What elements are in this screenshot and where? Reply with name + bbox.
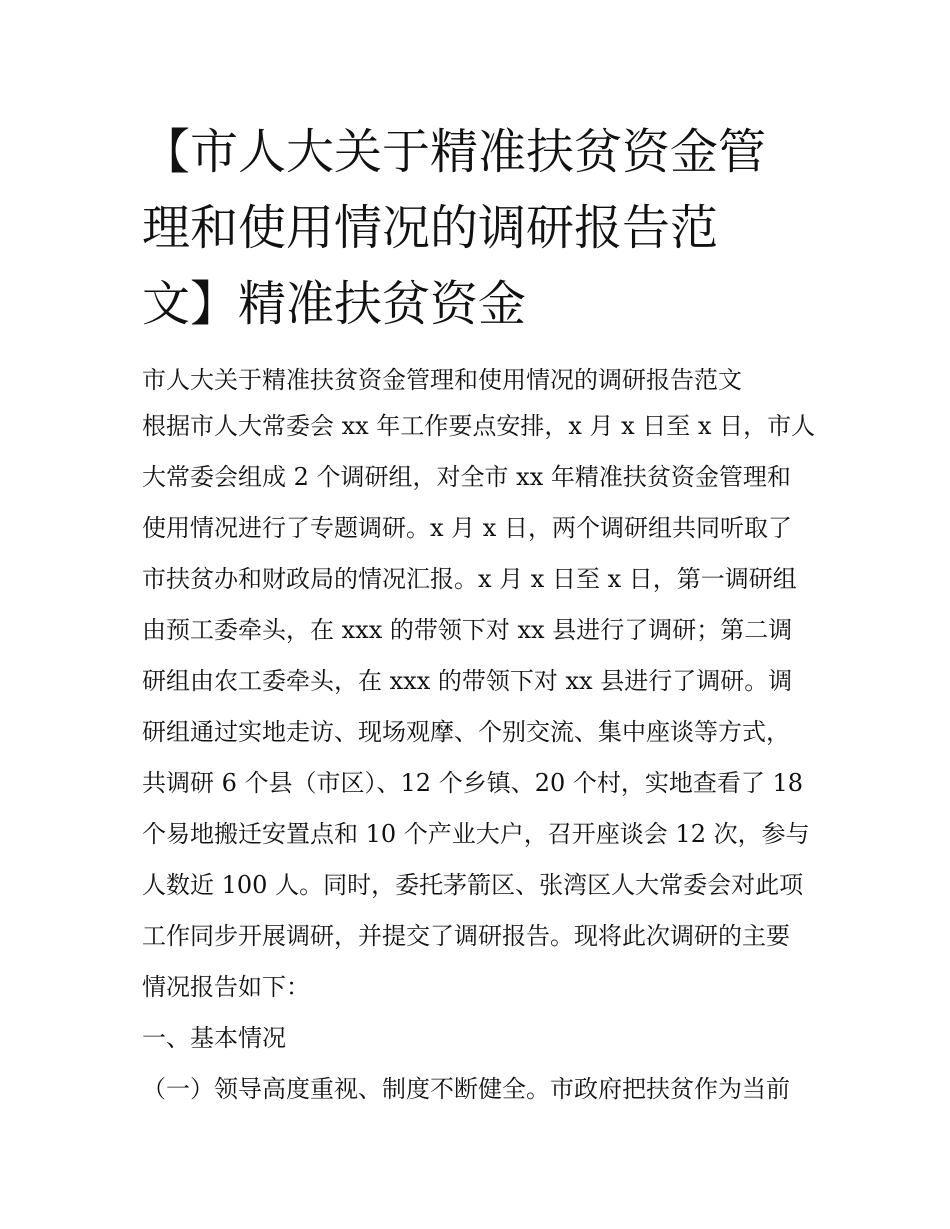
title-line: 文】精准扶贫资金 (142, 276, 527, 332)
body-line: 根据市人大常委会 xx 年工作要点安排，x 月 x 日至 x 日，市人 (142, 412, 816, 440)
body-line: 情况报告如下： (142, 973, 310, 1001)
body-line: 研组由农工委牵头，在 xxx 的带领下对 xx 县进行了调研。调 (142, 667, 793, 695)
body-line: 个易地搬迁安置点和 10 个产业大户，召开座谈会 12 次，参与 (142, 820, 810, 848)
section-heading: 一、基本情况 (142, 1024, 286, 1052)
body-line: 工作同步开展调研，并提交了调研报告。现将此次调研的主要 (142, 922, 790, 950)
title-line: 【市人大关于精准扶贫资金管 (142, 124, 767, 180)
title-line: 理和使用情况的调研报告范 (142, 200, 719, 256)
body-line: 共调研 6 个县（市区）、12 个乡镇、20 个村，实地查看了 18 (142, 769, 804, 797)
body-line: 人数近 100 人。同时，委托茅箭区、张湾区人大常委会对此项 (142, 871, 804, 899)
body-line: 使用情况进行了专题调研。x 月 x 日，两个调研组共同听取了 (142, 514, 792, 542)
subsection-line: （一）领导高度重视、制度不断健全。市政府把扶贫作为当前 (142, 1075, 790, 1103)
body-line: 由预工委牵头，在 xxx 的带领下对 xx 县进行了调研；第二调 (142, 616, 793, 644)
body-line: 大常委会组成 2 个调研组，对全市 xx 年精准扶贫资金管理和 (142, 463, 791, 491)
body-subtitle-line: 市人大关于精准扶贫资金管理和使用情况的调研报告范文 (142, 366, 742, 394)
body-line: 研组通过实地走访、现场观摩、个别交流、集中座谈等方式， (142, 718, 790, 746)
document-body (142, 355, 822, 1115)
body-line: 市扶贫办和财政局的情况汇报。x 月 x 日至 x 日，第一调研组 (142, 565, 797, 593)
document-title (142, 114, 822, 342)
